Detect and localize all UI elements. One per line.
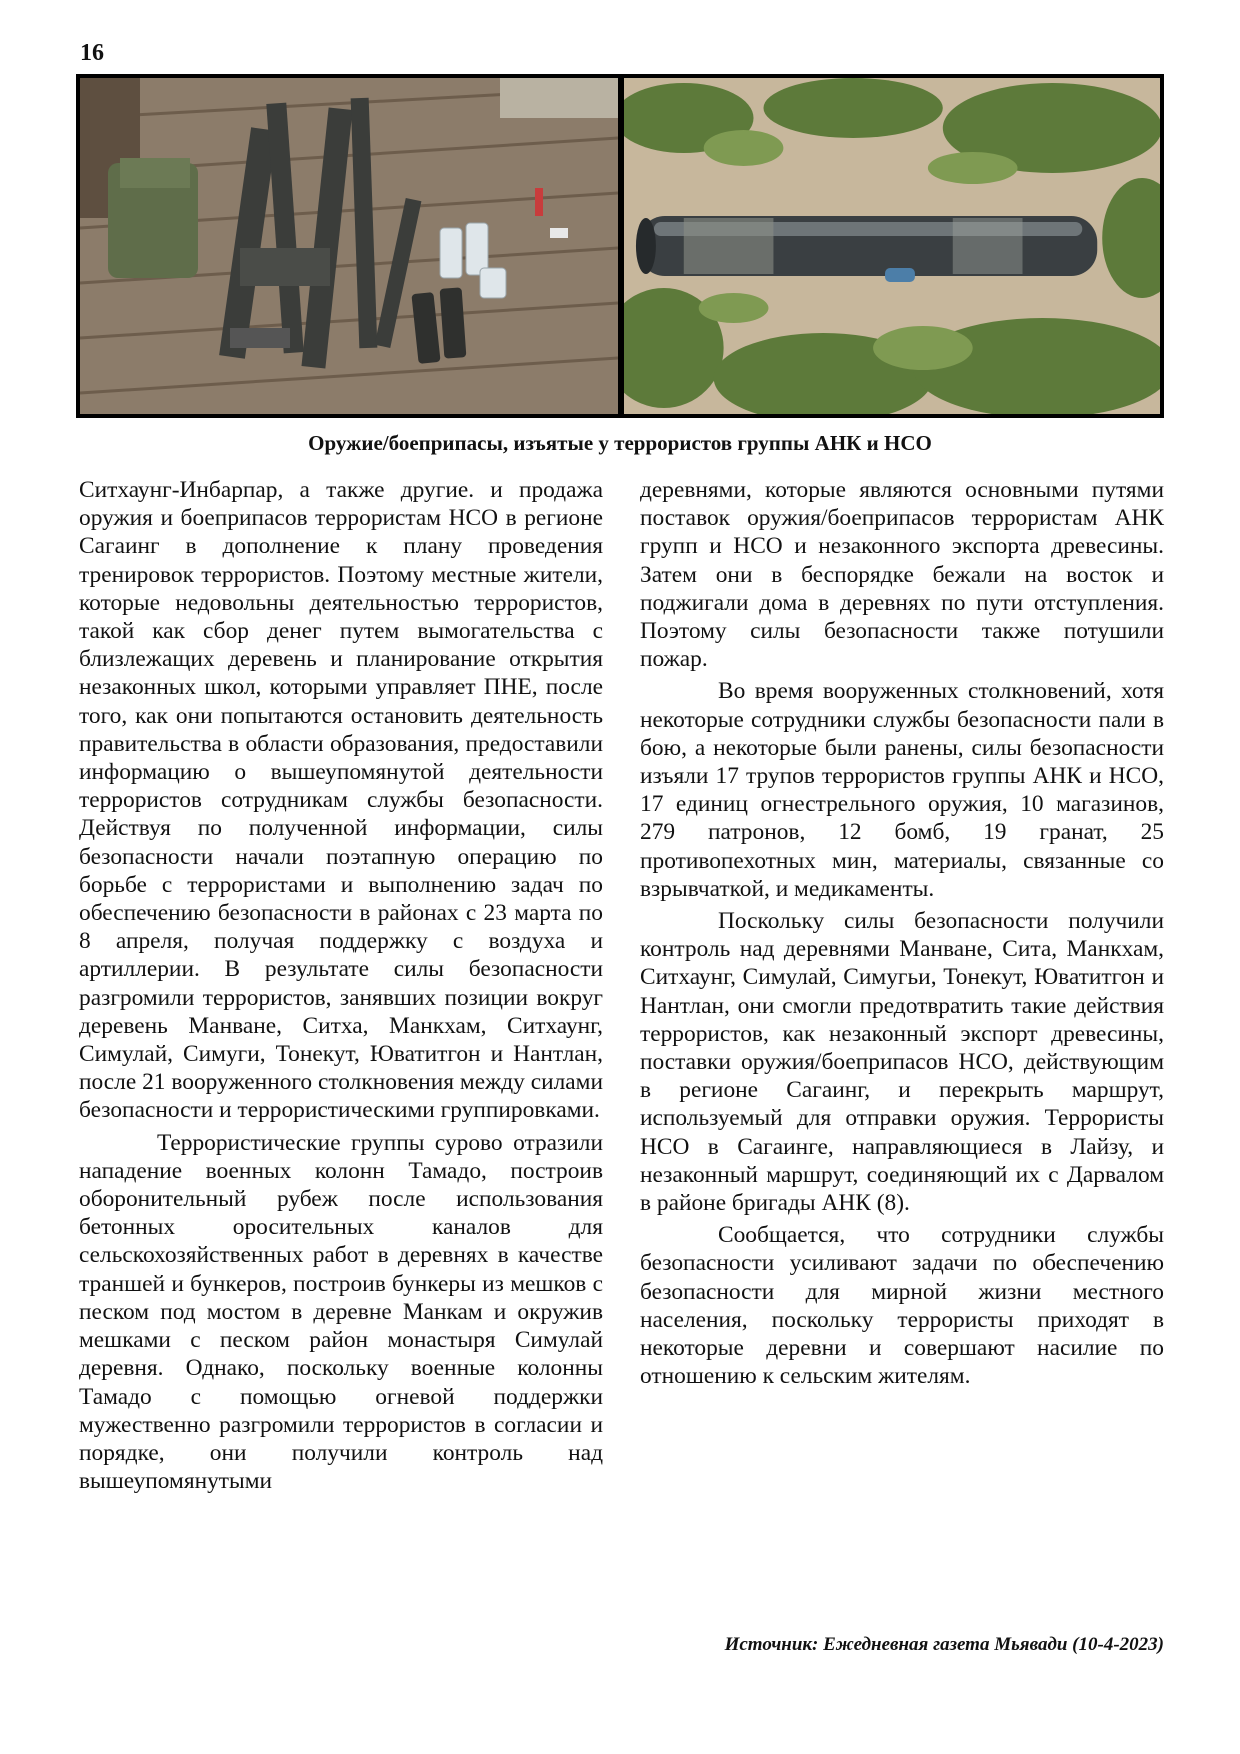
article-paragraph: Поскольку силы безопасности получили контроль над деревнями Манване, Сита, Манкхам, Ситхаунг, Симулай, Симугьи, Тонекут, Юватитгон и Нантлан, они смогли предотвратить такие действия террористов, как незаконный экспорт древесины, поставки оружия/боеприпасов НСО, действующим в регионе Сагаинг, и перекрыть маршрут, используемый для отправки оружия. Террористы НСО в Сагаинге, направляющиеся в Лайзу, и незаконный маршрут, соединяющий их с Дарвалом в районе бригады АНК (8). (640, 908, 1164, 1217)
article-paragraph: Сообщается, что сотрудники службы безопасности усиливают задачи по обеспечению безопасности для мирной жизни местного населения, поскольку террористы приходят в некоторые деревни и совершают насилие по отношению к сельским жителям. (640, 1222, 1164, 1390)
page-number: 16 (80, 40, 104, 66)
article-paragraph: деревнями, которые являются основными путями поставок оружия/боеприпасов террористам АНК групп и НСО и незаконного экспорта древесины. Затем они в беспорядке бежали на восток и поджигали дома в деревнях по пути отступления. Поэтому силы безопасности также потушили пожар. (640, 477, 1164, 673)
right-column (640, 476, 1164, 1391)
photo-caption: Оружие/боеприпасы, изъятые у террористов группы АНК и НСО (308, 431, 932, 455)
seized-weapons-photo (80, 78, 618, 414)
seized-launcher-photo (624, 78, 1160, 414)
photo-strip (76, 74, 1164, 418)
article-paragraph: Ситхаунг-Инбарпар, а также другие. и продажа оружия и боеприпасов террористам НСО в регионе Сагаинг в дополнение к плану проведения тренировок террористов. Поэтому местные жители, которые недовольны деятельностью террористов, такой как сбор денег путем вымогательства с близлежащих деревень и планирование открытия незаконных школ, которыми управляет ПНЕ, после того, как они попытаются остановить деятельность правительства в области образования, предоставили информацию о вышеупомянутой деятельности террористов сотрудникам службы безопасности. Действуя по полученной информации, силы безопасности начали поэтапную операцию по борьбе с террористами и выполнению задач по обеспечению безопасности в районах с 23 марта по 8 апреля, получая поддержку с воздуха и артиллерии. В результате силы безопасности разгромили террористов, занявших позиции вокруг деревень Манване, Ситха, Манкхам, Ситхаунг, Симулай, Симуги, Тонекут, Юватитгон и Нантлан, после 21 вооруженного столкновения между силами безопасности и террористическими группировками. (79, 477, 603, 1124)
source-line: Источник: Ежедневная газета Мьявади (10-4-2023) (724, 1634, 1164, 1655)
article-paragraph: Во время вооруженных столкновений, хотя некоторые сотрудники службы безопасности пали в бою, а некоторые были ранены, силы безопасности изъяли 17 трупов террористов группы АНК и НСО, 17 единиц огнестрельного оружия, 10 магазинов, 279 патронов, 12 бомб, 19 гранат, 25 противопехотных мин, материалы, связанные со взрывчаткой, и медикаменты. (640, 678, 1164, 902)
left-column (79, 476, 603, 1495)
article-paragraph: Террористические группы сурово отразили нападение военных колонн Тамадо, построив оборонительный рубеж после использования бетонных оросительных каналов для сельскохозяйственных работ в деревнях в качестве траншей и бункеров, построив бункеры из мешков с песком под мостом в деревне Манкам и окружив мешками с песком район монастыря Симулай деревня. Однако, поскольку военные колонны Тамадо с помощью огневой поддержки мужественно разгромили террористов в согласии и порядке, они получили контроль над вышеупомянутыми (79, 1129, 603, 1495)
